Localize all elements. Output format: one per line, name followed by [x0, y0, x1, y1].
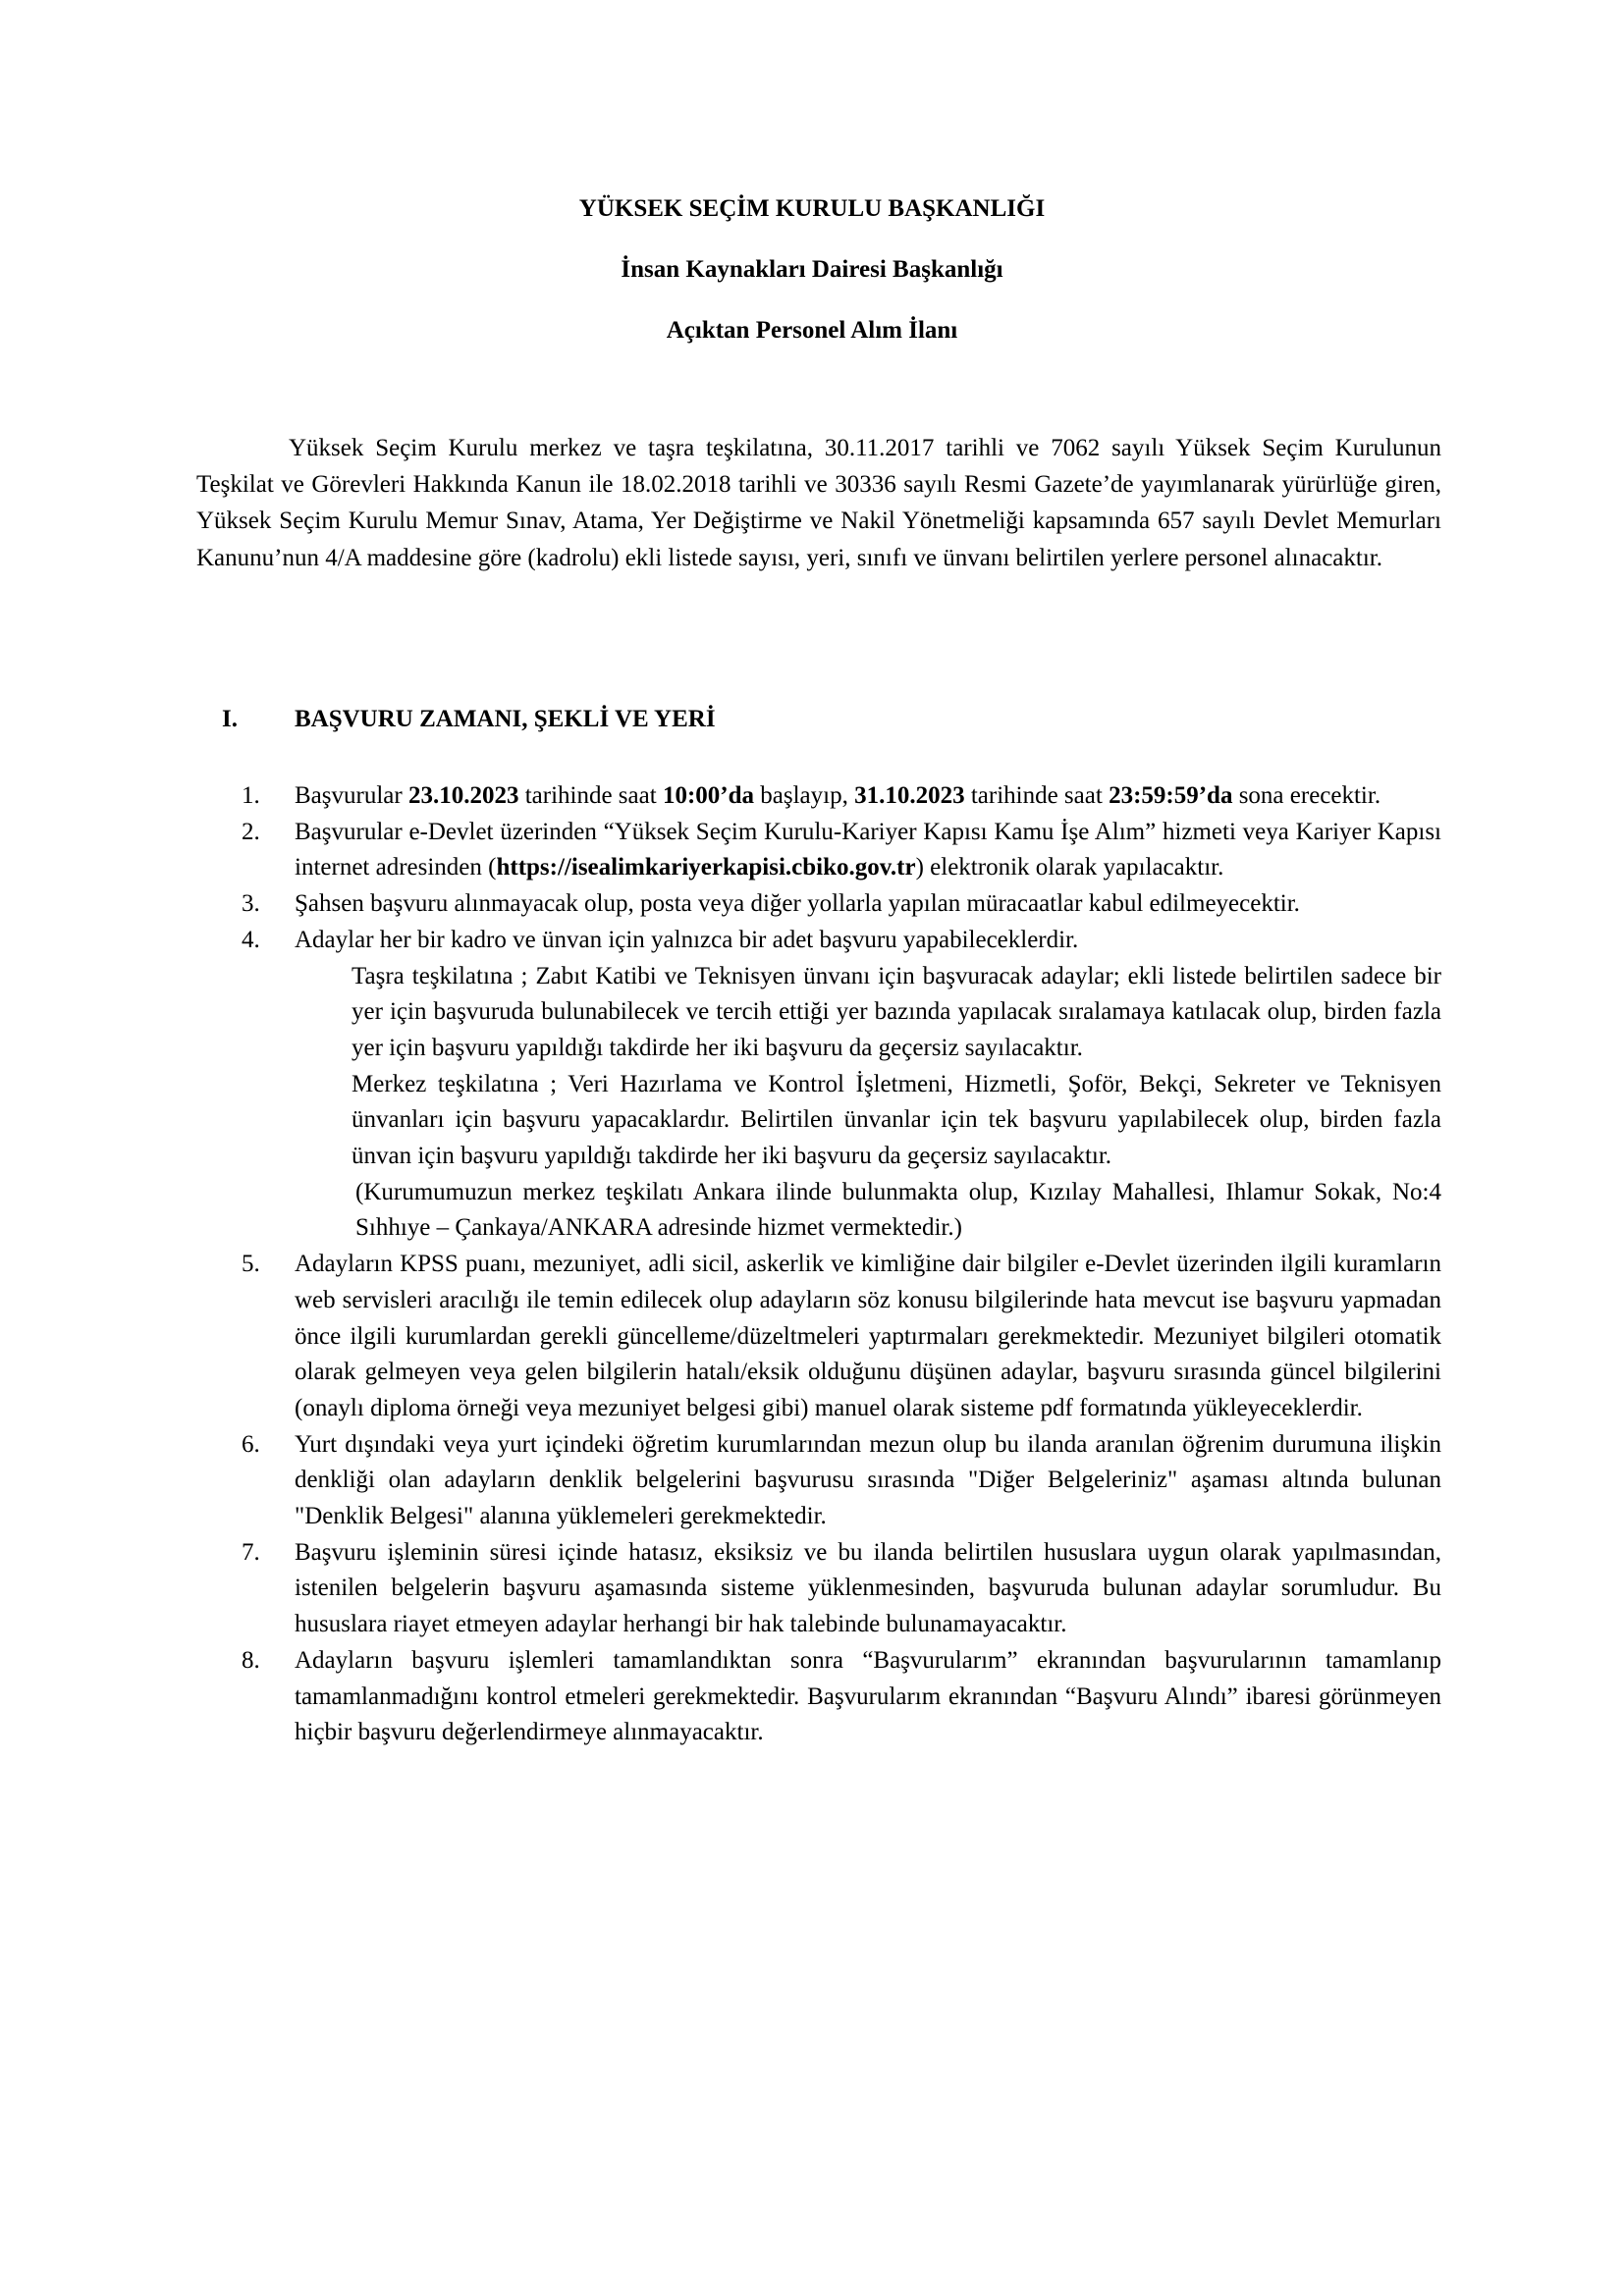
list-item: 2. Başvurular e-Devlet üzerinden “Yüksek Seçim Kurulu-Kariyer Kapısı Kamu İşe Alım” hizmeti veya Kariyer Kapısı internet adresinden (https://isealimkariyerkapisi.cbiko.gov.tr) elektronik olarak yapılacaktır.	[295, 815, 1441, 886]
list-item-text: Şahsen başvuru alınmayacak olup, posta veya diğer yollarla yapılan müracaatlar kabul edilmeyecektir.	[295, 890, 1300, 918]
list-number: 1.	[242, 782, 260, 809]
list-item	[242, 1247, 1441, 1427]
central-note: Merkez teşkilatına ; Veri Hazırlama ve Kontrol İşletmeni, Hizmetli, Şoför, Bekçi, Sekreter ve Teknisyen ünvanları için başvuru yapacaklardır. Belirtilen ünvanlar için tek başvuru yapılabilecek olup, birden fazla ünvan için başvuru yapıldığı takdirde her iki başvuru da geçersiz sayılacaktır.	[352, 1070, 1441, 1170]
list-item-text: Başvuru işleminin süresi içinde hatasız, eksiksiz ve bu ilanda belirtilen hususlara uygun olarak yapılmasından, istenilen belgelerin başvuru aşamasında sisteme yüklenmesinden, başvuruda bulunan adaylar sorumludur. Bu hususlara riayet etmeyen adaylar herhangi bir hak talebinde bulunamayacaktır.	[295, 1538, 1441, 1638]
list-item-text: Adaylar her bir kadro ve ünvan için yalnızca bir adet başvuru yapabileceklerdir.	[295, 926, 1079, 953]
end-date: 31.10.2023	[854, 782, 965, 809]
department-title: İnsan Kaynakları Dairesi Başkanlığı	[621, 256, 1003, 283]
list-number: 7.	[242, 1538, 260, 1566]
provincial-note: Taşra teşkilatına ; Zabıt Katibi ve Teknisyen ünvanı için başvuracak adaylar; ekli listede belirtilen sadece bir yer için başvuruda bulunabilecek ve tercih ettiği yer bazında yapılacak sıralamaya katılacak olup, birden fazla yer için başvuru yapıldığı takdirde her iki başvuru da geçersiz sayılacaktır.	[352, 962, 1441, 1061]
numbered-list	[242, 778, 1441, 1751]
end-time: 23:59:59’da	[1109, 782, 1233, 809]
institution-title: YÜKSEK SEÇİM KURULU BAŞKANLIĞI	[578, 195, 1046, 222]
announcement-title: Açıktan Personel Alım İlanı	[666, 317, 958, 344]
address-note: (Kurumumuzun merkez teşkilatı Ankara ilinde bulunmakta olup, Kızılay Mahallesi, Ihlamur Sokak, No:4 Sıhhıye – Çankaya/ANKARA adresinde hizmet vermektedir.)	[355, 1178, 1441, 1242]
start-date: 23.10.2023	[407, 782, 519, 809]
list-item-text: Yurt dışındaki veya yurt içindeki öğretim kurumlarından mezun olup bu ilanda aranılan öğrenim durumuna ilişkin denkliği olan adayların denklik belgelerini başvurusu sırasında "Diğer Belgeleriniz" aşaması altında bulunan "Denklik Belgesi" alanına yüklemeleri gerekmektedir.	[295, 1430, 1441, 1530]
section-title: BAŞVURU ZAMANI, ŞEKLİ VE YERİ	[295, 706, 716, 732]
application-url-link[interactable]: https://isealimkariyerkapisi.cbiko.gov.tr	[496, 854, 916, 881]
list-number: 4.	[242, 926, 260, 953]
list-number: 8.	[242, 1646, 260, 1674]
list-item	[242, 923, 1441, 1247]
list-item: 1. Başvurular 23.10.2023 tarihinde saat 10:00’da başlayıp, 31.10.2023 tarihinde saat 23:59:59’da sona erecektir.	[295, 778, 1441, 815]
intro-paragraph: Yüksek Seçim Kurulu merkez ve taşra teşkilatına, 30.11.2017 tarihli ve 7062 sayılı Yüksek Seçim Kurulunun Teşkilat ve Görevleri Hakkında Kanun ile 18.02.2018 tarihli ve 30336 sayılı Resmi Gazete’de yayımlanarak yürürlüğe giren, Yüksek Seçim Kurulu Memur Sınav, Atama, Yer Değiştirme ve Nakil Yönetmeliği kapsamında 657 sayılı Devlet Memurları Kanunu’nun 4/A maddesine göre (kadrolu) ekli listede sayısı, yeri, sınıfı ve ünvanı belirtilen yerlere personel alınacaktır.	[196, 435, 1441, 571]
list-number: 3.	[242, 890, 260, 918]
list-item-text: Adayların KPSS puanı, mezuniyet, adli sicil, askerlik ve kimliğine dair bilgiler e-Devlet üzerinden ilgili kuramların web servisleri aracılığı ile temin edilecek olup adayların söz konusu bilgilerinde hata mevcut ise başvuru yapmadan önce ilgili kurumlardan gerekli güncelleme/düzeltmeleri yaptırmaları gerekmektedir. Mezuniyet bilgileri otomatik olarak gelmeyen veya gelen bilgilerin hatalı/eksik olduğunu düşünen adaylar, başvuru sırasında güncel bilgilerini (onaylı diploma örneği veya mezuniyet belgesi gibi) manuel olarak sisteme pdf formatında yükleyeceklerdir.	[295, 1251, 1441, 1421]
start-time: 10:00’da	[662, 782, 754, 809]
list-number: 2.	[242, 818, 260, 845]
list-item	[242, 886, 1441, 923]
list-item	[242, 1535, 1441, 1643]
list-item	[242, 1643, 1441, 1751]
section-number: I.	[222, 706, 238, 732]
list-number: 6.	[242, 1430, 260, 1458]
list-item-text: Adayların başvuru işlemleri tamamlandıktan sonra “Başvurularım” ekranından başvurularının tamamlanıp tamamlanmadığını kontrol etmeleri gerekmektedir. Başvurularım ekranından “Başvuru Alındı” ibaresi görünmeyen hiçbir başvuru değerlendirmeye alınmayacaktır.	[295, 1646, 1441, 1746]
list-number: 5.	[242, 1251, 260, 1278]
list-item	[242, 1427, 1441, 1535]
